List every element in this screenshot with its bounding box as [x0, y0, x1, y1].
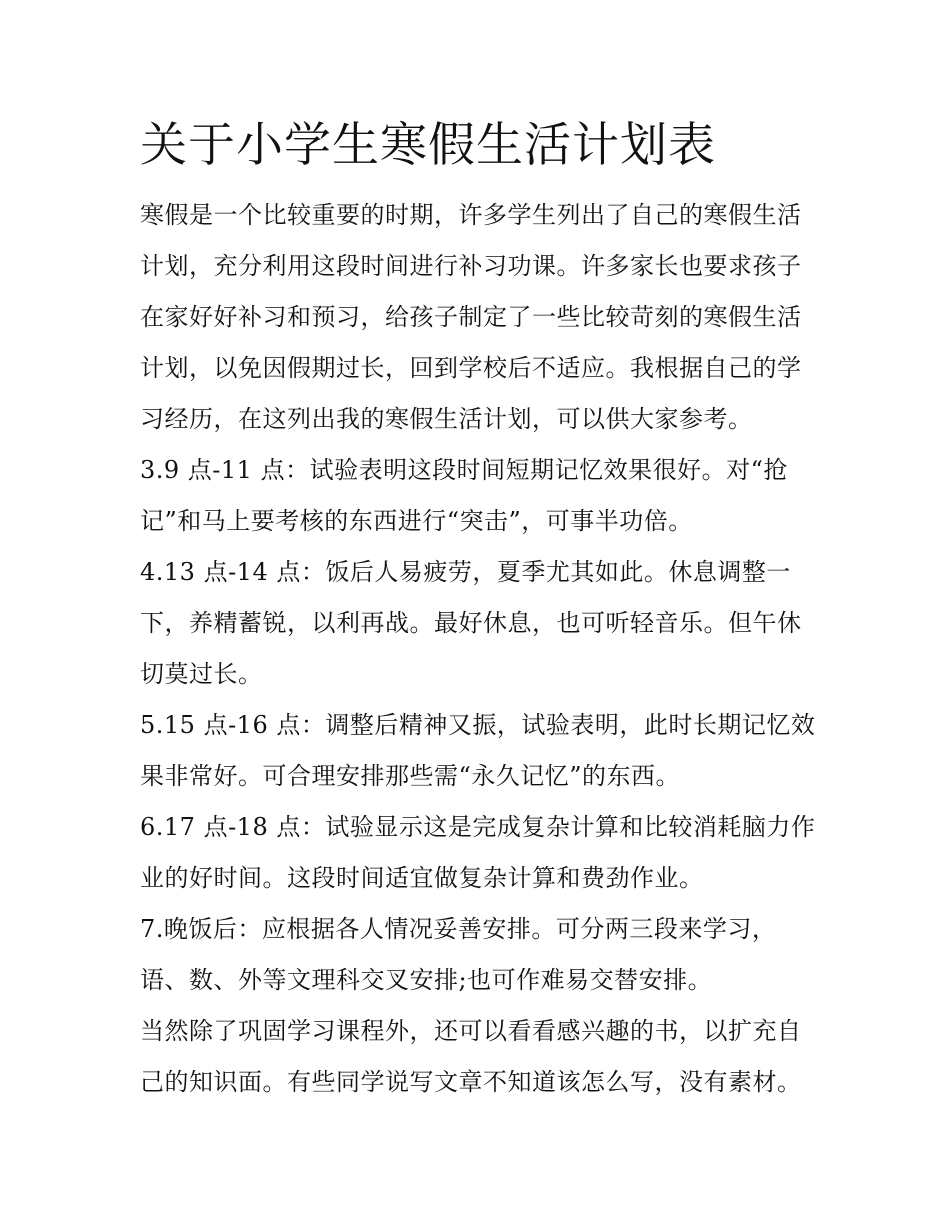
- text-line: 记”和马上要考核的东西进行“突击”，可事半功倍。: [140, 507, 693, 535]
- text-line: 寒假是一个比较重要的时期，许多学生列出了自己的寒假生活: [140, 201, 802, 229]
- text-line: 在家好好补习和预习，给孩子制定了一些比较苛刻的寒假生活: [140, 303, 802, 331]
- text-line: 6.17 点-18 点：试验显示这是完成复杂计算和比较消耗脑力作: [140, 813, 816, 841]
- text-line: 己的知识面。有些同学说写文章不知道该怎么写，没有素材。: [140, 1068, 802, 1096]
- text-line: 果非常好。可合理安排那些需“永久记忆”的东西。: [140, 762, 681, 790]
- text-line: 习经历，在这列出我的寒假生活计划，可以供大家参考。: [140, 405, 753, 433]
- document-page: [140, 112, 830, 1108]
- paragraph-closing: [140, 1006, 830, 1108]
- text-line: 4.13 点-14 点：饭后人易疲劳，夏季尤其如此。休息调整一: [140, 558, 791, 586]
- paragraph-intro: [140, 190, 830, 445]
- text-line: 切莫过长。: [140, 660, 263, 688]
- text-line: 计划，以免因假期过长，回到学校后不适应。我根据自己的学: [140, 354, 802, 382]
- text-line: 语、数、外等文理科交叉安排;也可作难易交替安排。: [140, 966, 713, 994]
- text-line: 计划，充分利用这段时间进行补习功课。许多家长也要求孩子: [140, 252, 802, 280]
- document-title: 关于小学生寒假生活计划表: [140, 118, 716, 173]
- text-line: 5.15 点-16 点：调整后精神又振，试验表明，此时长期记忆效: [140, 711, 816, 739]
- text-line: 业的好时间。这段时间适宜做复杂计算和费劲作业。: [140, 864, 704, 892]
- paragraph-item-5: [140, 700, 830, 802]
- paragraph-item-6: [140, 802, 830, 904]
- text-line: 下，养精蓄锐，以利再战。最好休息，也可听轻音乐。但午休: [140, 609, 802, 637]
- text-line: 7.晚饭后：应根据各人情况妥善安排。可分两三段来学习，: [140, 915, 777, 943]
- text-line: 当然除了巩固学习课程外，还可以看看感兴趣的书，以扩充自: [140, 1017, 802, 1045]
- paragraph-item-3: [140, 445, 830, 547]
- paragraph-item-4: [140, 547, 830, 700]
- text-line: 3.9 点-11 点：试验表明这段时间短期记忆效果很好。对“抢: [140, 456, 788, 484]
- paragraph-item-7: [140, 904, 830, 1006]
